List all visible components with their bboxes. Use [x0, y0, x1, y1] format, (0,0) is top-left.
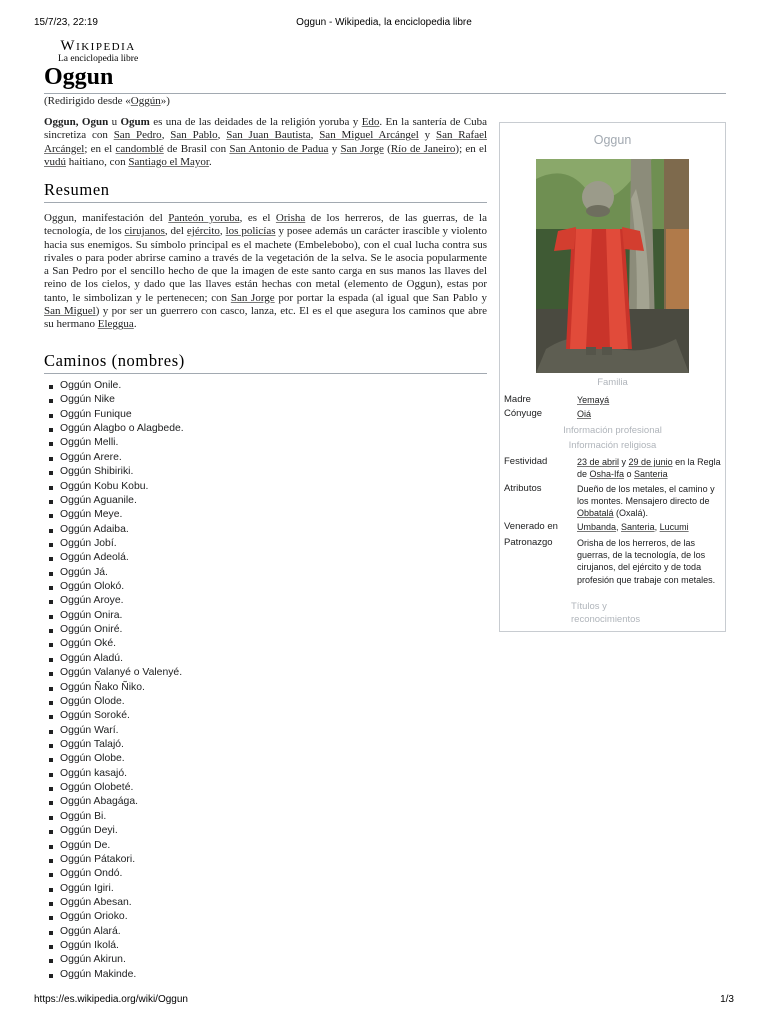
link-santiago[interactable]: Santiago el Mayor	[128, 155, 209, 168]
link-san-miguel[interactable]: San Miguel Arcángel	[319, 129, 419, 142]
link-san-miguel[interactable]: San Miguel	[44, 305, 96, 318]
link-san-juan-bautista[interactable]: San Juan Bautista	[226, 129, 311, 142]
camino-list-item: Oggún Olode.	[60, 695, 184, 709]
camino-list-item: Oggún Pátakori.	[60, 853, 184, 867]
text: .	[208, 155, 212, 168]
link-ejercito[interactable]: ejército	[186, 225, 220, 238]
text: y	[418, 129, 436, 142]
text: (Oxalá).	[613, 508, 649, 519]
text: u	[108, 116, 121, 128]
camino-list-item: Oggún Já.	[60, 566, 184, 580]
infobox	[499, 122, 726, 632]
camino-list-item: Oggún Akirun.	[60, 953, 184, 967]
camino-list-item: Oggún Alará.	[60, 925, 184, 939]
section-heading-resumen: Resumen	[44, 180, 487, 203]
link-san-antonio[interactable]: San Antonio de Padua	[229, 142, 329, 155]
link-vudu[interactable]: vudú	[44, 155, 66, 168]
camino-list-item: Oggún Funique	[60, 408, 184, 422]
caminos-list	[44, 379, 184, 982]
conyuge-value	[577, 408, 723, 420]
link-san-rafael[interactable]: San Rafael Arcángel	[44, 129, 488, 155]
text: de los herreros, de las guerras, de la tecnología, de los	[44, 212, 487, 238]
text: ,	[310, 129, 320, 142]
text: , del	[164, 225, 187, 238]
text: ; en el	[84, 142, 116, 155]
camino-list-item: Oggún Makinde.	[60, 968, 184, 982]
wikipedia-logo[interactable]	[58, 39, 138, 65]
camino-list-item: Oggún Arere.	[60, 451, 184, 465]
camino-list-item: Oggún Talajó.	[60, 738, 184, 752]
link-san-pablo[interactable]: San Pablo	[170, 129, 218, 142]
camino-list-item: Oggún Valanyé o Valenyé.	[60, 666, 184, 680]
camino-list-item: Oggún Nike	[60, 393, 184, 407]
camino-list-item: Oggún Onira.	[60, 609, 184, 623]
link-eleggua[interactable]: Eleggua	[97, 318, 134, 331]
link-candomble[interactable]: candomblé	[115, 142, 164, 155]
link-yemaya[interactable]: Yemayá	[577, 395, 610, 405]
camino-list-item: Oggún Oké.	[60, 637, 184, 651]
text: ) y por ser un guerrero con casco, lanza, etc. El es el que asegura los caminos que abre su hermano	[44, 305, 487, 331]
print-tab-title: Oggun - Wikipedia, la enciclopedia libre	[296, 17, 472, 28]
text: Dueño de los metales, el camino y los montes. Mensajero directo de	[577, 484, 715, 507]
camino-list-item: Oggún Aroye.	[60, 594, 184, 608]
camino-list-item: Oggún Aladú.	[60, 652, 184, 666]
link-umbanda[interactable]: Umbanda	[577, 522, 617, 532]
infobox-section-profesional: Información profesional	[563, 425, 662, 436]
text: y	[619, 457, 629, 467]
link-santeria[interactable]: Santeria	[621, 522, 655, 532]
text: ,	[654, 522, 660, 532]
patronazgo-value: Orisha de los herreros, de las guerras, de la tecnología, de los cirujanos, del ejército y de toda profesión que trabaje con metales.	[577, 538, 716, 585]
patronazgo-label: Patronazgo	[504, 537, 553, 548]
camino-list-item: Oggún Olobe.	[60, 752, 184, 766]
link-lucumi[interactable]: Lucumi	[659, 522, 689, 532]
resumen-paragraph	[44, 212, 487, 332]
infobox-section-titulos: Títulos y reconocimientos	[571, 601, 641, 625]
intro-paragraph	[44, 116, 487, 169]
camino-list-item: Oggún Ñako Ñiko.	[60, 681, 184, 695]
text: .	[133, 318, 137, 331]
camino-list-item: Oggún Adeolá.	[60, 551, 184, 565]
bold-name: Oggun, Ogun	[44, 116, 109, 128]
logo-wordmark: Wikipedia	[60, 38, 136, 54]
camino-list-item: Oggún Olokó.	[60, 580, 184, 594]
link-rio-de-janeiro[interactable]: Río de Janeiro	[390, 142, 456, 155]
text: en la Regla de	[577, 457, 721, 480]
camino-list-item: Oggún Olobeté.	[60, 781, 184, 795]
festividad-value	[577, 456, 723, 480]
camino-list-item: Oggún kasajó.	[60, 767, 184, 781]
page-title: Oggun	[44, 64, 114, 90]
text: y posee además un carácter irascible y violento hacia sus enemigos. Su símbolo principal es el machete (Embelebobo), con el cual lucha contra sus rivales o para poder abrirse camino a través de la vegetación de la selva. Se le asocia popularmente a San Pedro por el sencillo hecho de que la imagen de este santo carga en sus manos las llaves del reino de los cielos, y dado que las llaves están hechas con metal (elemento de Oggun), estas por tanto, le simbolizan y le pertenecen; con	[44, 225, 487, 304]
oggun-statue-picture	[536, 159, 689, 373]
link-cirujanos[interactable]: cirujanos	[124, 225, 165, 238]
camino-list-item: Oggún Onile.	[60, 379, 184, 393]
camino-list-item: Oggún Meye.	[60, 508, 184, 522]
redirect-link[interactable]: Oggún	[130, 95, 161, 107]
venerado-value	[577, 521, 723, 533]
camino-list-item: Oggún Ondó.	[60, 867, 184, 881]
link-santeria[interactable]: Santeria	[634, 469, 668, 480]
camino-list-item: Oggún Shibiriki.	[60, 465, 184, 479]
text: , es el	[239, 212, 276, 224]
link-29-junio[interactable]: 29 de junio	[628, 457, 673, 467]
print-page-number: 1/3	[720, 994, 734, 1005]
camino-list-item: Oggún Warí.	[60, 724, 184, 738]
link-osha-ifa[interactable]: Osha-Ifa	[589, 469, 625, 480]
camino-list-item: Oggún Abesan.	[60, 896, 184, 910]
camino-list-item: Oggún Abagága.	[60, 795, 184, 809]
link-edo[interactable]: Edo	[361, 116, 380, 128]
atributos-label: Atributos	[504, 483, 542, 494]
infobox-section-familia: Familia	[597, 377, 628, 388]
text: de Brasil con	[163, 142, 230, 155]
link-oia[interactable]: Oiá	[577, 409, 592, 419]
redirect-notice	[44, 95, 170, 107]
logo-tagline: La enciclopedia libre	[58, 54, 139, 64]
link-san-jorge[interactable]: San Jorge	[340, 142, 384, 155]
oggun-statue-image[interactable]	[536, 159, 689, 373]
madre-label: Madre	[504, 394, 531, 405]
camino-list-item: Oggún Kobu Kobu.	[60, 480, 184, 494]
link-orisha[interactable]: Orisha	[275, 212, 306, 224]
bold-name: Ogum	[120, 116, 150, 128]
text: ,	[161, 129, 171, 142]
link-obbatala[interactable]: Obbatalá	[577, 508, 614, 519]
section-heading-caminos: Caminos (nombres)	[44, 351, 487, 374]
link-san-jorge[interactable]: San Jorge	[230, 291, 275, 304]
link-23-abril[interactable]: 23 de abril	[577, 457, 620, 467]
infobox-section-religiosa: Información religiosa	[568, 440, 657, 451]
festividad-label: Festividad	[504, 456, 548, 467]
link-policias[interactable]: los policías	[225, 225, 276, 238]
camino-list-item: Oggún Orioko.	[60, 910, 184, 924]
camino-list-item: Oggún Aguanile.	[60, 494, 184, 508]
madre-value	[577, 394, 723, 406]
camino-list-item: Oggún Bi.	[60, 810, 184, 824]
camino-list-item: Oggún Igiri.	[60, 882, 184, 896]
text: ); en el	[455, 142, 487, 155]
text: es una de las deidades de la religión yoruba y	[149, 116, 362, 128]
text: y	[328, 142, 341, 155]
link-panteon-yoruba[interactable]: Panteón yoruba	[168, 212, 240, 224]
camino-list-item: Oggún Ikolá.	[60, 939, 184, 953]
camino-list-item: Oggún Oniré.	[60, 623, 184, 637]
camino-list-item: Oggún Alagbo o Alagbede.	[60, 422, 184, 436]
text: (	[383, 142, 391, 155]
text: Oggun, manifestación del	[44, 212, 169, 224]
atributos-value	[577, 483, 723, 520]
redirect-suffix: »)	[160, 95, 170, 107]
text: por portar la espada (al igual que San Pablo y	[274, 291, 487, 304]
text: ,	[217, 129, 227, 142]
conyuge-label: Cónyuge	[504, 408, 543, 419]
link-san-pedro[interactable]: San Pedro	[113, 129, 162, 142]
text: ,	[616, 522, 622, 532]
infobox-title: Oggun	[593, 133, 632, 147]
title-divider	[44, 93, 726, 94]
camino-list-item: Oggún Jobí.	[60, 537, 184, 551]
redirect-prefix: (Redirigido desde «	[44, 95, 131, 107]
camino-list-item: Oggún Adaiba.	[60, 523, 184, 537]
camino-list-item: Oggún Deyi.	[60, 824, 184, 838]
camino-list-item: Oggún Soroké.	[60, 709, 184, 723]
text: ,	[219, 225, 226, 238]
text: . En la santería de Cuba sincretiza con	[44, 116, 488, 142]
camino-list-item: Oggún Melli.	[60, 436, 184, 450]
print-datetime: 15/7/23, 22:19	[34, 17, 98, 28]
text: o	[624, 469, 635, 480]
print-url: https://es.wikipedia.org/wiki/Oggun	[34, 994, 188, 1005]
text: haitiano, con	[66, 155, 129, 168]
venerado-label: Venerado en	[504, 521, 558, 532]
camino-list-item: Oggún De.	[60, 839, 184, 853]
